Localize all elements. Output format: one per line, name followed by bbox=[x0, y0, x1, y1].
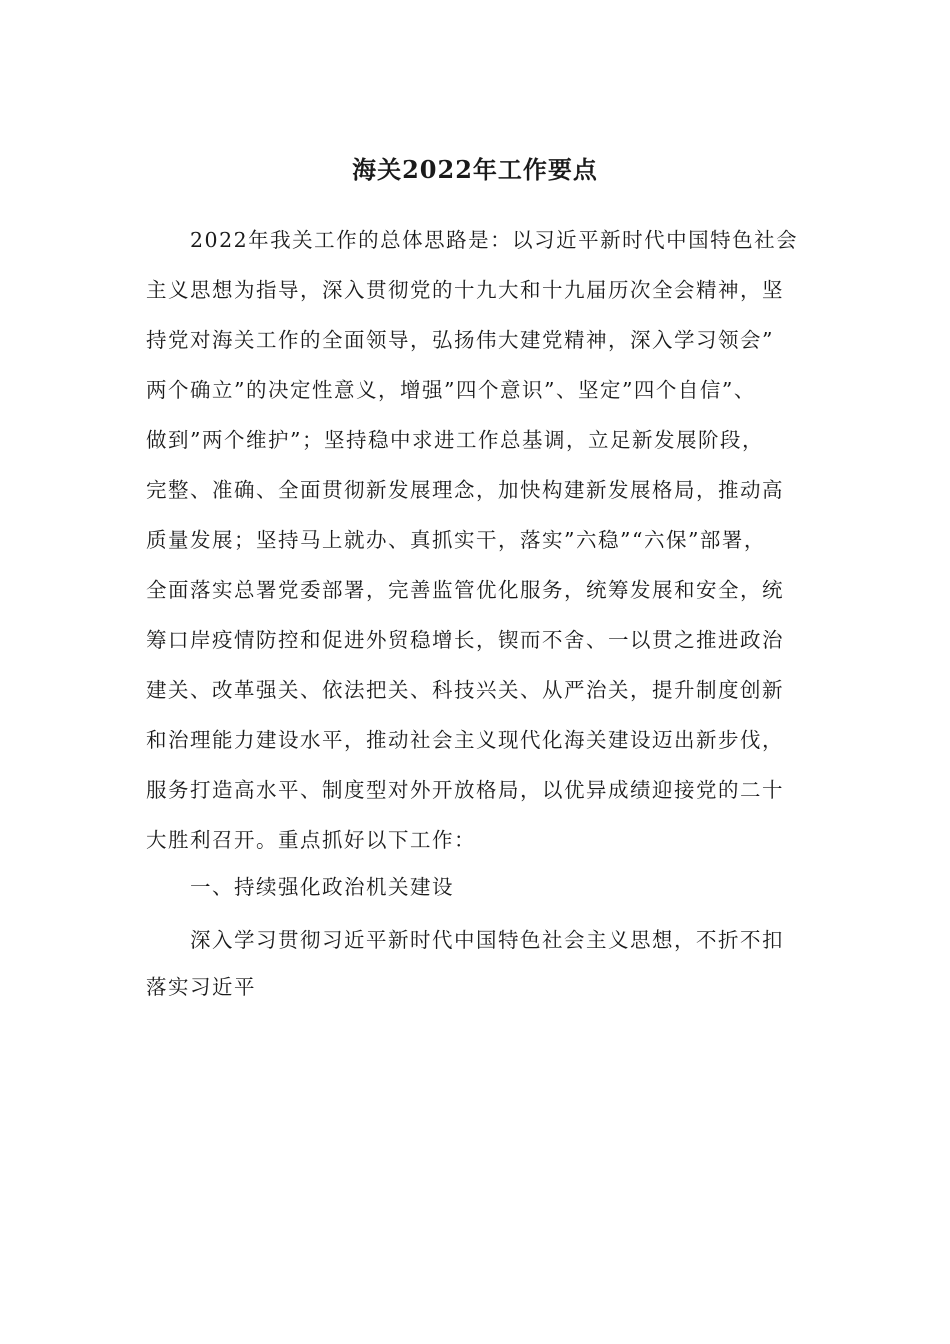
paragraph-line: 两个确立”的决定性意义，增强”四个意识”、坚定”四个自信”、 bbox=[146, 378, 756, 402]
paragraph-line: 建关、改革强关、依法把关、科技兴关、从严治关，提升制度创新 bbox=[146, 678, 784, 702]
paragraph-line: 和治理能力建设水平，推动社会主义现代化海关建设迈出新步伐， bbox=[146, 728, 784, 752]
paragraph-line: 服务打造高水平、制度型对外开放格局，以优异成绩迎接党的二十 bbox=[146, 778, 784, 802]
paragraph-line: 落实习近平 bbox=[146, 975, 256, 999]
paragraph-line: 质量发展；坚持马上就办、真抓实干，落实”六稳”“六保”部署， bbox=[146, 528, 766, 552]
paragraph-line: 深入学习贯彻习近平新时代中国特色社会主义思想，不折不扣 bbox=[146, 928, 784, 952]
section-heading: 一、持续强化政治机关建设 bbox=[146, 875, 454, 899]
paragraph-line: 主义思想为指导，深入贯彻党的十九大和十九届历次全会精神，坚 bbox=[146, 278, 784, 302]
paragraph-line: 2022年我关工作的总体思路是：以习近平新时代中国特色社会 bbox=[146, 228, 799, 252]
paragraph-line: 完整、准确、全面贯彻新发展理念，加快构建新发展格局，推动高 bbox=[146, 478, 784, 502]
paragraph-line: 全面落实总署党委部署，完善监管优化服务，统筹发展和安全，统 bbox=[146, 578, 784, 602]
paragraph-line: 做到”两个维护”；坚持稳中求进工作总基调，立足新发展阶段， bbox=[146, 428, 764, 452]
paragraph-line: 大胜利召开。重点抓好以下工作： bbox=[146, 828, 476, 852]
document-title: 海关2022年工作要点 bbox=[352, 155, 598, 184]
paragraph-line: 筹口岸疫情防控和促进外贸稳增长，锲而不舍、一以贯之推进政治 bbox=[146, 628, 784, 652]
paragraph-line: 持党对海关工作的全面领导，弘扬伟大建党精神，深入学习领会” bbox=[146, 328, 774, 352]
